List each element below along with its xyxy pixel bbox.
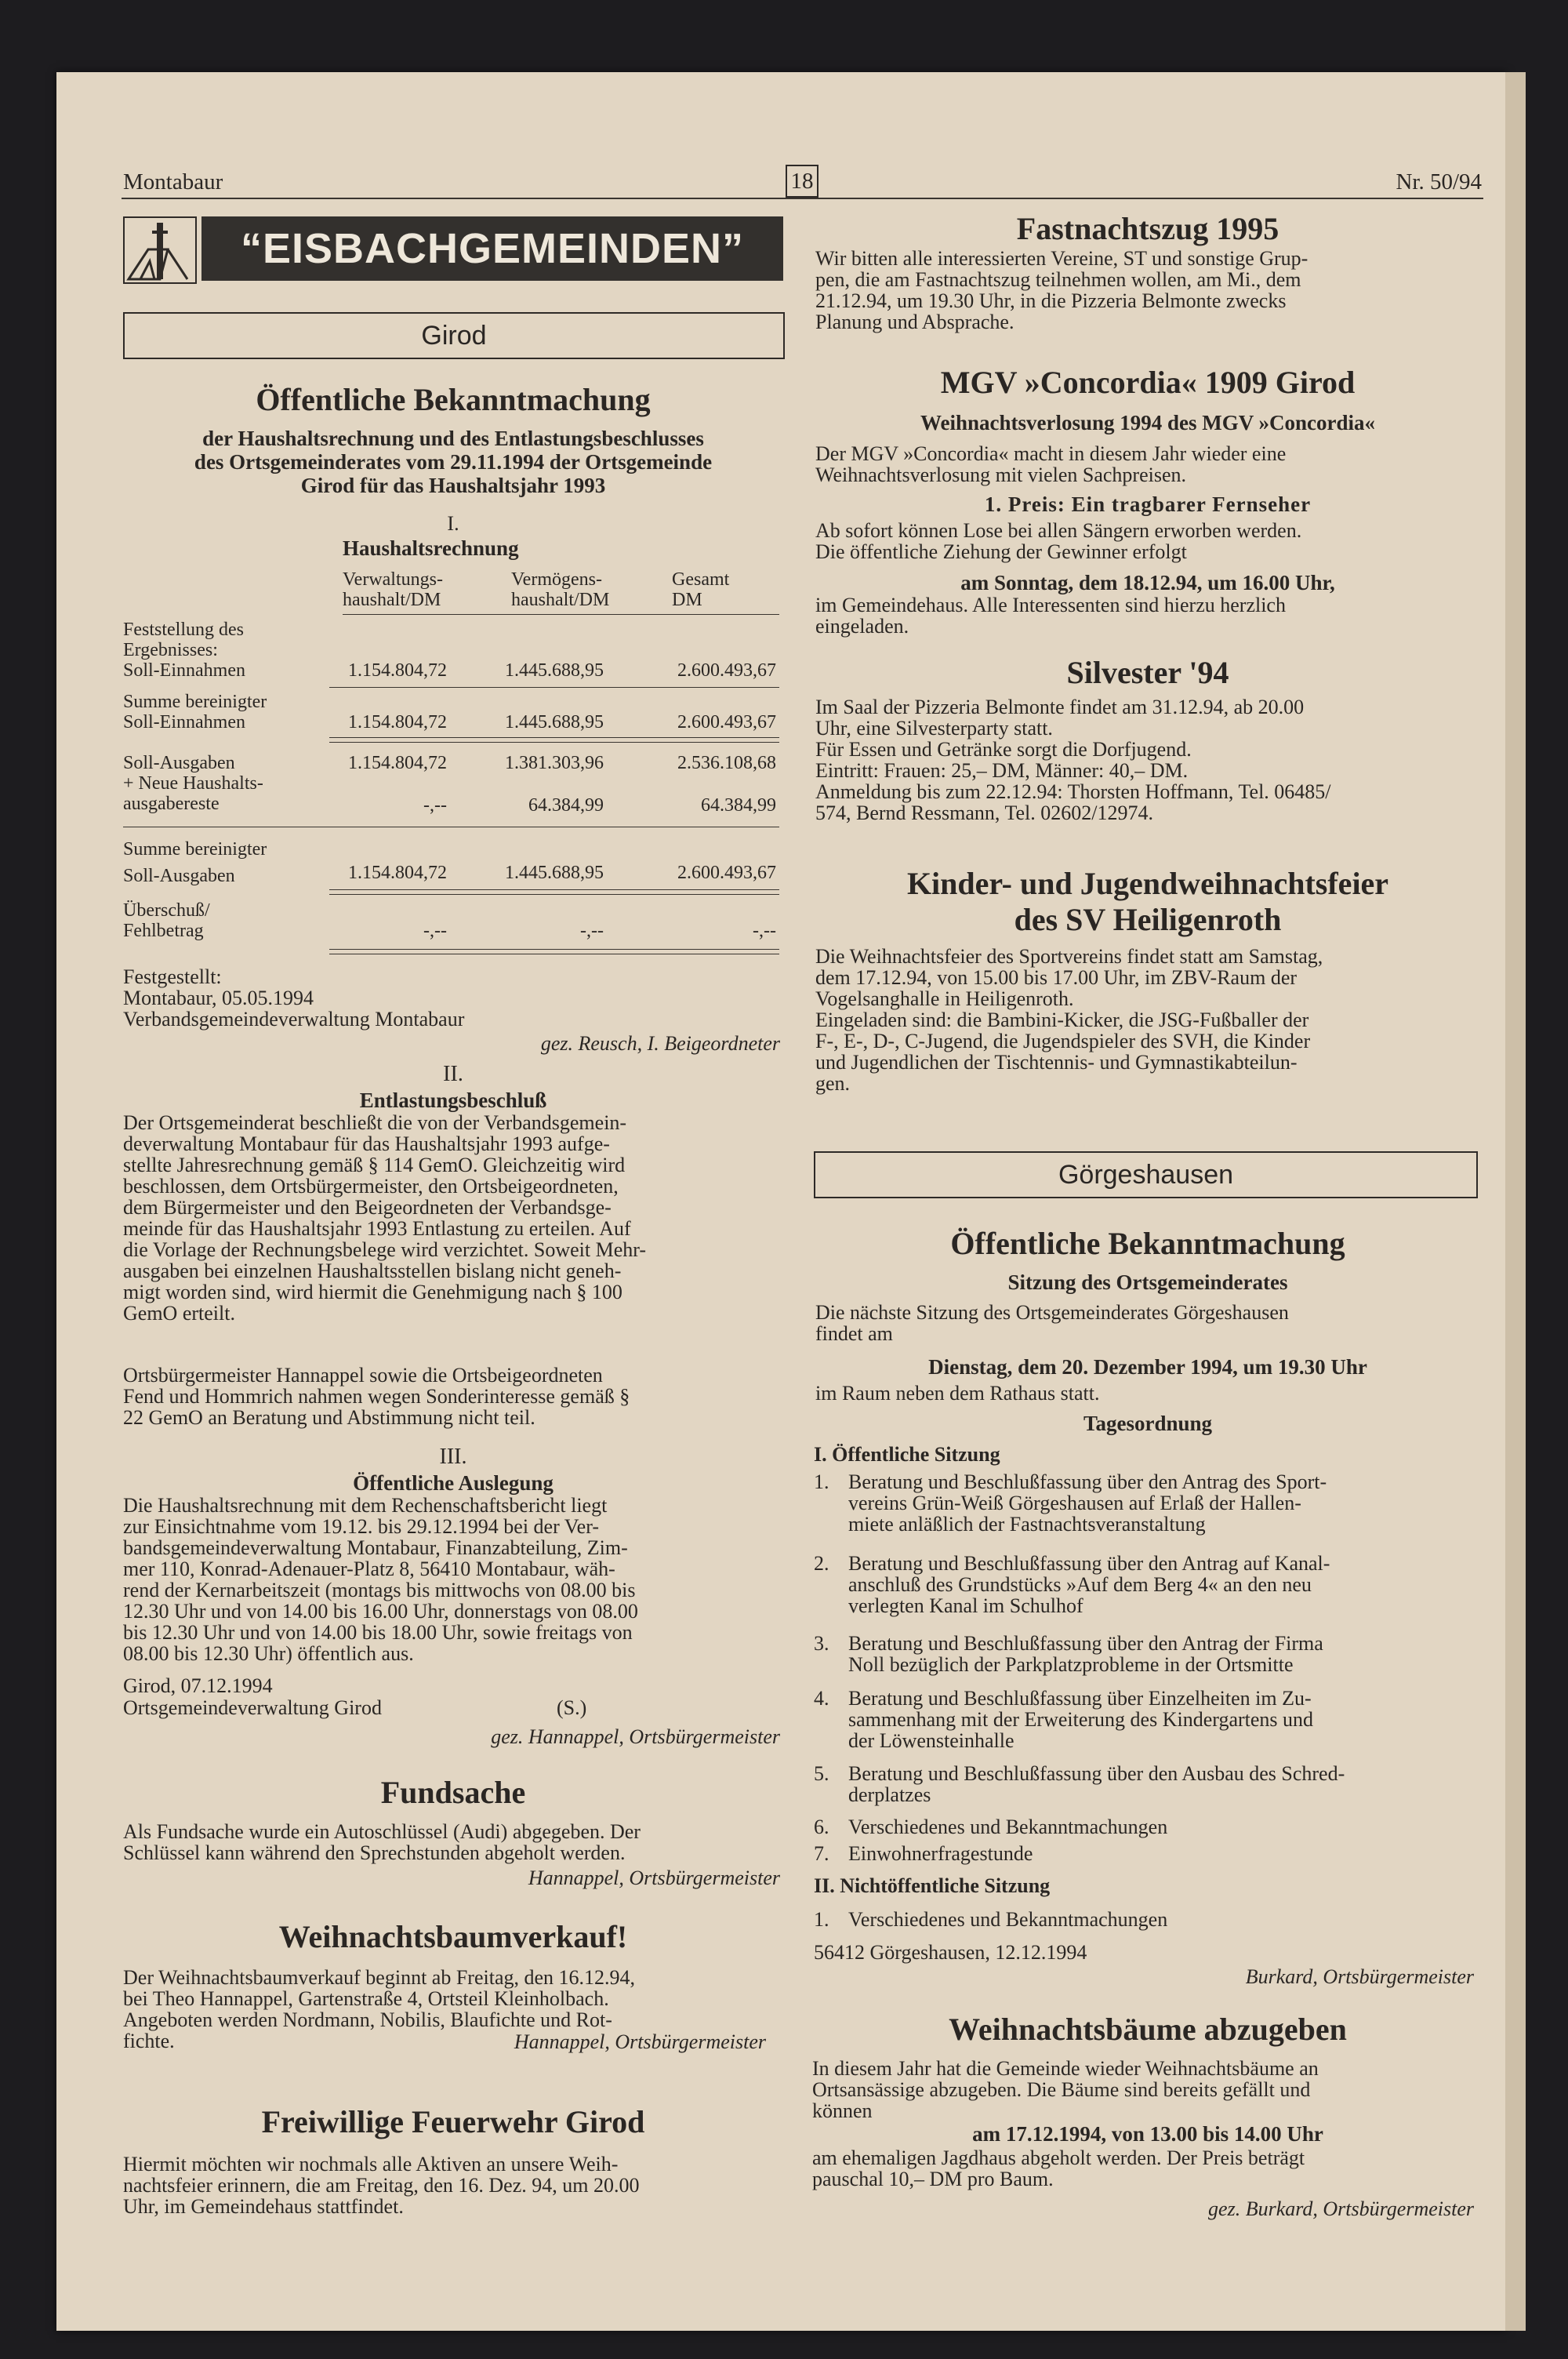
text-line: sammenhang mit der Erweiterung des Kindergartens und: [848, 1708, 1314, 1731]
cell-value: 1.154.804,72: [348, 863, 447, 883]
mgv-text: [815, 520, 1480, 562]
fastnacht-title: Fastnachtszug 1995: [1016, 211, 1279, 246]
text-line: Der MGV »Concordia« macht in diesem Jahr wieder eine: [815, 442, 1287, 465]
item-text: Verschiedenes und Bekanntmachungen: [848, 1908, 1168, 1931]
col-header-line: Verwaltungs-: [343, 569, 443, 590]
text-line: deverwaltung Montabaur für das Haushaltsjahr 1993 aufge-: [123, 1132, 610, 1155]
goerges-place: im Raum neben dem Rathaus statt.: [815, 1382, 1100, 1405]
header-town: Montabaur: [123, 169, 223, 194]
text-line: Eingeladen sind: die Bambini-Kicker, die JSG-Fußballer der: [815, 1009, 1309, 1031]
item-number: 1.: [814, 1908, 829, 1931]
text-line: eingeladen.: [815, 615, 909, 638]
col-header-line: Gesamt: [672, 569, 730, 590]
text-line: Die Weihnachtsfeier des Sportvereins findet statt am Samstag,: [815, 945, 1323, 968]
text-line: Eintritt: Frauen: 25,– DM, Männer: 40,– DM.: [815, 759, 1189, 782]
cell-value: 1.154.804,72: [348, 753, 447, 773]
goerges-date: Dienstag, dem 20. Dezember 1994, um 19.30 Uhr: [928, 1355, 1367, 1379]
text-line: Festgestellt:: [123, 965, 222, 988]
text-line: Montabaur, 05.05.1994: [123, 987, 314, 1009]
text-line: bis 12.30 Uhr und von 14.00 bis 18.00 Uhr, sowie freitags von: [123, 1621, 633, 1644]
text-line: zur Einsichtnahme vom 19.12. bis 29.12.1994 bei der Ver-: [123, 1515, 600, 1538]
text-line: am ehemaligen Jagdhaus abgeholt werden. Der Preis beträgt: [812, 2146, 1305, 2169]
subtitle-line: der Haushaltsrechnung und des Entlastungsbeschlusses: [202, 427, 704, 450]
text-line: rend der Kernarbeitszeit (montags bis mittwochs von 08.00 bis: [123, 1579, 636, 1601]
text-line: dem 17.12.94, von 15.00 bis 17.00 Uhr, im ZBV-Raum der: [815, 966, 1298, 989]
festgestellt-block: [123, 966, 783, 1030]
item-text: [848, 1471, 1504, 1535]
text-line: miete anläßlich der Fastnachtsveranstaltung: [848, 1513, 1206, 1536]
item-number: 7.: [814, 1842, 829, 1865]
text-line: Die Haushaltsrechnung mit dem Rechenschaftsbericht liegt: [123, 1494, 608, 1517]
row-label: [123, 692, 267, 732]
text-line: GemO erteilt.: [123, 1302, 235, 1325]
text-line: 21.12.94, um 19.30 Uhr, in die Pizzeria Belmonte zwecks: [815, 289, 1287, 312]
wb-text: [812, 2058, 1480, 2121]
issue-number: Nr. 50/94: [1396, 169, 1482, 194]
girod-date: Girod, 07.12.1994: [123, 1674, 273, 1697]
item-number: 4.: [814, 1687, 829, 1710]
cell-value: 1.154.804,72: [348, 712, 447, 732]
silvester-title: Silvester '94: [1066, 655, 1229, 690]
girod-pub-title: Öffentliche Bekanntmachung: [256, 382, 651, 417]
roman-three: III.: [439, 1445, 467, 1469]
title-line: Kinder- und Jugendweihnachtsfeier: [906, 866, 1389, 901]
mgv-prize: 1. Preis: Ein tragbarer Fernseher: [984, 493, 1312, 516]
signature: gez. Burkard, Ortsbürgermeister: [1208, 2197, 1474, 2220]
table-rule: [329, 949, 779, 950]
text-line: Vogelsanghalle in Heiligenroth.: [815, 987, 1074, 1010]
text-line: 574, Bernd Ressmann, Tel. 02602/12974.: [815, 801, 1154, 824]
label-line: Summe bereinigter: [123, 839, 267, 860]
text-line: Schlüssel kann während den Sprechstunden abgeholt werden.: [123, 1841, 626, 1864]
church-icon: [125, 218, 195, 282]
text-line: derplatzes: [848, 1783, 931, 1806]
cell-value: 1.445.688,95: [505, 712, 604, 732]
text-line: In diesem Jahr hat die Gemeinde wieder Weihnachtsbäume an: [812, 2057, 1319, 2080]
row-label: Soll-Ausgaben: [123, 753, 235, 773]
text-line: vereins Grün-Weiß Görgeshausen auf Erlaß der Hallen-: [848, 1492, 1301, 1514]
cell-value: 1.154.804,72: [348, 660, 447, 681]
fundsache-text: [123, 1821, 780, 1863]
item-number: 2.: [814, 1552, 829, 1575]
signature: gez. Reusch, I. Beigeordneter: [540, 1032, 780, 1055]
cell-value: 1.445.688,95: [505, 863, 604, 883]
wb-title: Weihnachtsbäume abzugeben: [949, 2012, 1347, 2047]
cell-value: 2.600.493,67: [677, 863, 776, 883]
goerges-pub-title: Öffentliche Bekanntmachung: [950, 1226, 1345, 1261]
col-header-verwaltung: [343, 569, 443, 610]
page-number: 18: [786, 165, 818, 198]
hannappel-text: [123, 1365, 780, 1428]
row-label: [123, 900, 210, 941]
subtitle-line: des Ortsgemeinderates vom 29.11.1994 der Ortsgemeinde: [194, 450, 713, 474]
next-page-edge: [1505, 72, 1526, 2331]
item-number: 3.: [814, 1632, 829, 1655]
text-line: Beratung und Beschlußfassung über den Antrag auf Kanal-: [848, 1552, 1330, 1575]
cell-value: -,--: [580, 921, 604, 941]
agenda-list: [814, 1471, 1482, 1816]
entlastung-title: Entlastungsbeschluß: [359, 1089, 547, 1112]
row-label: [123, 773, 263, 814]
cell-value: 1.381.303,96: [505, 753, 604, 773]
text-line: Ortsansässige abzugeben. Die Bäume sind bereits gefällt und: [812, 2078, 1311, 2101]
roman-one: I.: [447, 512, 459, 535]
table-rule: [329, 742, 779, 743]
title-line: des SV Heiligenroth: [1014, 902, 1282, 937]
girod-verwaltung: Ortsgemeindeverwaltung Girod: [123, 1696, 382, 1719]
text-line: 12.30 Uhr und von 14.00 bis 16.00 Uhr, donnerstags von 08.00: [123, 1600, 638, 1623]
col-header-vermoegen: [511, 569, 609, 610]
text-line: Fend und Hommrich nahmen wegen Sonderinteresse gemäß §: [123, 1385, 630, 1408]
text-line: Der Ortsgemeinderat beschließt die von der Verbandsgemein-: [123, 1111, 627, 1134]
text-line: die Vorlage der Rechnungsbelege wird verzichtet. Soweit Mehr-: [123, 1238, 647, 1261]
text-line: im Gemeindehaus. Alle Interessenten sind hierzu herzlich: [815, 594, 1286, 616]
text-line: verlegten Kanal im Schulhof: [848, 1594, 1083, 1617]
text-line: können: [812, 2099, 873, 2122]
roman-two: II.: [443, 1062, 463, 1086]
banner-title: “EISBACHGEMEINDEN”: [201, 216, 783, 281]
label-line: Fehlbetrag: [123, 921, 204, 941]
entlastung-text: [123, 1112, 780, 1324]
text-line: Noll bezüglich der Parkplatzprobleme in der Ortsmitte: [848, 1653, 1294, 1676]
text-line: nachtsfeier erinnern, die am Freitag, den 16. Dez. 94, um 20.00: [123, 2174, 640, 2197]
auslegung-title: Öffentliche Auslegung: [353, 1471, 554, 1495]
item-text: [848, 1688, 1504, 1751]
fastnacht-text: [815, 248, 1480, 333]
cell-value: -,--: [753, 921, 776, 941]
text-line: pauschal 10,– DM pro Baum.: [812, 2168, 1054, 2190]
section-header-girod: Girod: [123, 312, 785, 359]
text-line: Im Saal der Pizzeria Belmonte findet am 31.12.94, ab 20.00: [815, 696, 1305, 718]
text-line: Hiermit möchten wir nochmals alle Aktiven an unsere Weih-: [123, 2153, 619, 2175]
mgv-text: [815, 594, 1480, 637]
signature: gez. Hannappel, Ortsbürgermeister: [491, 1725, 780, 1748]
col-header-line: Vermögens-: [511, 569, 602, 590]
item-text: [848, 1633, 1504, 1675]
cell-value: 2.536.108,68: [677, 753, 776, 773]
text-line: bei Theo Hannappel, Gartenstraße 4, Ortsteil Kleinholbach.: [123, 1987, 609, 2010]
table-rule: [329, 737, 779, 738]
item-number: 1.: [814, 1470, 829, 1493]
kinder-title: [814, 866, 1482, 938]
col-header-line: haushalt/DM: [343, 590, 441, 610]
text-line: ausgaben bei einzelnen Haushaltsstellen bislang nicht geneh-: [123, 1259, 622, 1282]
text-line: und Jugendlichen der Tischtennis- und Gymnastikabteilun-: [815, 1051, 1298, 1074]
row-label: [123, 620, 245, 681]
label-line: Soll-Einnahmen: [123, 660, 245, 681]
mgv-title: MGV »Concordia« 1909 Girod: [940, 365, 1356, 400]
text-line: anschluß des Grundstücks »Auf dem Berg 4« an den neu: [848, 1573, 1312, 1596]
item-text: Verschiedenes und Bekanntmachungen: [848, 1816, 1168, 1838]
agenda-item: [814, 1909, 1482, 1932]
text-line: Die öffentliche Ziehung der Gewinner erfolgt: [815, 540, 1187, 563]
text-line: Verbandsgemeindeverwaltung Montabaur: [123, 1008, 465, 1030]
public-session-title: I. Öffentliche Sitzung: [814, 1443, 1000, 1466]
text-line: Ortsbürgermeister Hannappel sowie die Ortsbeigeordneten: [123, 1364, 603, 1387]
label-line: Ergebnisses:: [123, 640, 218, 660]
feuerwehr-title: Freiwillige Feuerwehr Girod: [261, 2104, 645, 2139]
text-line: beschlossen, dem Ortsbürgermeister, den Ortsbeigeordneten,: [123, 1175, 619, 1198]
cell-value: 2.600.493,67: [677, 660, 776, 681]
label-line: ausgabereste: [123, 794, 220, 814]
item-text: [848, 1763, 1504, 1805]
item-number: 6.: [814, 1816, 829, 1838]
text-line: stellte Jahresrechnung gemäß § 114 GemO. Gleichzeitig wird: [123, 1154, 626, 1176]
table-rule: [329, 687, 779, 688]
text-line: Planung und Absprache.: [815, 311, 1014, 333]
baumverkauf-title: Weihnachtsbaumverkauf!: [278, 1919, 628, 1954]
text-line: Beratung und Beschlußfassung über Einzelheiten im Zu-: [848, 1687, 1312, 1710]
label-line: Soll-Ausgaben: [123, 866, 235, 886]
mgv-subtitle: Weihnachtsverlosung 1994 des MGV »Concordia«: [920, 411, 1376, 434]
text-line: Angeboten werden Nordmann, Nobilis, Blaufichte und Rot-: [123, 2008, 612, 2031]
text-line: 08.00 bis 12.30 Uhr) öffentlich aus.: [123, 1642, 414, 1665]
wb-text: [812, 2147, 1480, 2190]
col-header-line: DM: [672, 590, 702, 610]
signature: Hannappel, Ortsbürgermeister: [528, 1866, 780, 1889]
mgv-date: am Sonntag, dem 18.12.94, um 16.00 Uhr,: [960, 571, 1335, 594]
banner-icon-box: [123, 216, 197, 284]
row-label: [123, 836, 267, 889]
item-number: 5.: [814, 1762, 829, 1785]
text-line: Beratung und Beschlußfassung über den Ausbau des Schred-: [848, 1762, 1345, 1785]
text-line: Ab sofort können Lose bei allen Sängern erworben werden.: [815, 519, 1302, 542]
text-line: Anmeldung bis zum 22.12.94: Thorsten Hoffmann, Tel. 06485/: [815, 780, 1331, 803]
text-line: Als Fundsache wurde ein Autoschlüssel (Audi) abgegeben. Der: [123, 1820, 641, 1843]
text-line: findet am: [815, 1322, 893, 1345]
text-line: Uhr, im Gemeindehaus stattfindet.: [123, 2195, 404, 2218]
wb-date: am 17.12.1994, von 13.00 bis 14.00 Uhr: [972, 2122, 1323, 2146]
text-line: F-, E-, D-, C-Jugend, die Jugendspieler des SVH, die Kinder: [815, 1030, 1311, 1052]
table-rule: [329, 889, 779, 890]
text-line: meinde für das Haushaltsjahr 1993 Entlastung zu erteilen. Auf: [123, 1217, 631, 1240]
signature: Burkard, Ortsbürgermeister: [1245, 1965, 1474, 1988]
label-line: + Neue Haushalts-: [123, 773, 263, 794]
text-line: Der Weihnachtsbaumverkauf beginnt ab Freitag, den 16.12.94,: [123, 1966, 636, 1989]
subtitle-line: Girod für das Haushaltsjahr 1993: [300, 474, 606, 497]
silvester-text: [815, 696, 1480, 823]
agenda-item: [814, 1816, 1482, 1840]
agenda-item: [814, 1843, 1482, 1866]
text-line: Beratung und Beschlußfassung über den Antrag des Sport-: [848, 1470, 1327, 1493]
label-line: Summe bereinigter: [123, 692, 267, 712]
text-line: mer 110, Konrad-Adenauer-Platz 8, 56410 Montabaur, wäh-: [123, 1558, 615, 1580]
text-line: Wir bitten alle interessierten Vereine, ST und sonstige Grup-: [815, 247, 1308, 270]
col-header-line: haushalt/DM: [511, 590, 610, 610]
goerges-text: [815, 1302, 1480, 1344]
table-rule: [329, 894, 779, 895]
feuerwehr-text: [123, 2154, 780, 2217]
goerges-place-date: 56412 Görgeshausen, 12.12.1994: [814, 1941, 1087, 1964]
label-line: Soll-Einnahmen: [123, 712, 245, 732]
auslegung-text: [123, 1495, 780, 1664]
cell-value: 2.600.493,67: [677, 712, 776, 732]
cell-value: 64.384,99: [701, 795, 776, 816]
mgv-text: [815, 443, 1480, 485]
siegel-mark: (S.): [557, 1696, 587, 1719]
item-text: [848, 1553, 1504, 1616]
fundsache-title: Fundsache: [380, 1775, 526, 1810]
cell-value: 64.384,99: [528, 795, 604, 816]
cell-value: -,--: [423, 921, 447, 941]
text-line: Uhr, eine Silvesterparty statt.: [815, 717, 1053, 740]
goerges-pub-subtitle: Sitzung des Ortsgemeinderates: [1007, 1270, 1288, 1294]
agenda-title: Tagesordnung: [1083, 1412, 1213, 1435]
label-line: Überschuß/: [123, 900, 210, 921]
table-rule: [343, 614, 779, 615]
kinder-text: [815, 946, 1480, 1094]
col-header-gesamt: [672, 569, 729, 610]
text-line: bandsgemeindeverwaltung Montabaur, Finanzabteilung, Zim-: [123, 1536, 628, 1559]
cell-value: -,--: [423, 795, 447, 816]
signature: Hannappel, Ortsbürgermeister: [514, 2030, 766, 2053]
cell-value: 1.445.688,95: [505, 660, 604, 681]
text-line: Die nächste Sitzung des Ortsgemeinderates Görgeshausen: [815, 1301, 1289, 1324]
text-line: pen, die am Fastnachtszug teilnehmen wollen, am Mi., dem: [815, 268, 1301, 291]
text-line: migt worden sind, wird hiermit die Genehmigung nach § 100: [123, 1281, 622, 1303]
text-line: Für Essen und Getränke sorgt die Dorfjugend.: [815, 738, 1192, 761]
label-line: Feststellung des: [123, 620, 244, 640]
text-line: dem Bürgermeister und den Beigeordneten der Verbandsge-: [123, 1196, 612, 1219]
header-rule: [122, 198, 1483, 199]
item-text: Einwohnerfragestunde: [848, 1842, 1033, 1865]
text-line: 22 GemO an Beratung und Abstimmung nicht teil.: [123, 1406, 535, 1429]
table-title: Haushaltsrechnung: [343, 536, 519, 560]
girod-pub-subtitle: [123, 427, 783, 497]
private-session-title: II. Nichtöffentliche Sitzung: [814, 1874, 1051, 1897]
section-header-goergeshausen: Görgeshausen: [814, 1151, 1478, 1198]
text-line: Beratung und Beschlußfassung über den Antrag der Firma: [848, 1632, 1323, 1655]
text-line: fichte.: [123, 2030, 175, 2052]
text-line: Weihnachtsverlosung mit vielen Sachpreisen.: [815, 463, 1187, 486]
text-line: der Löwensteinhalle: [848, 1729, 1014, 1752]
text-line: gen.: [815, 1072, 851, 1095]
